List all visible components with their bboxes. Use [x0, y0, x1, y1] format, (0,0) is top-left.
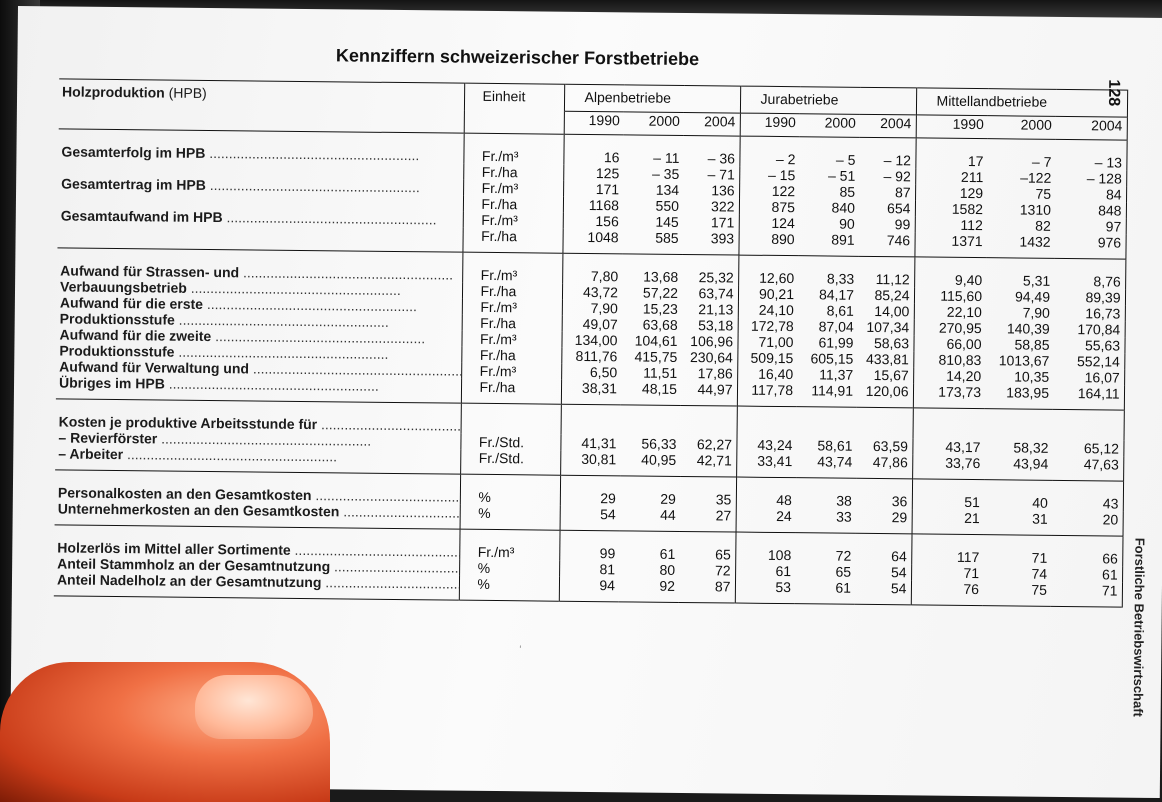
value-cell: 7,80 [562, 253, 622, 284]
row-unit [461, 403, 561, 435]
value-cell: 43,24 [736, 437, 796, 454]
value-cell: 16,40 [737, 366, 797, 383]
row-label: Verbauungsbetrieb ..... [57, 278, 462, 298]
value-cell: 1582 [915, 200, 987, 217]
value-cell: 810,83 [913, 351, 985, 368]
value-cell: 48,15 [641, 380, 678, 397]
value-cell: 14,00 [874, 302, 910, 320]
value-cell: 90,21 [738, 286, 798, 303]
value-cell: 61 [835, 579, 852, 596]
value-cell: 8,33 [826, 270, 855, 287]
value-cell: 44 [660, 506, 676, 523]
row-unit: Fr./m³ [461, 331, 561, 348]
row-label: Produktionsstufe ..... [57, 310, 462, 330]
row-unit: Fr./ha [462, 228, 562, 254]
row-unit: % [460, 505, 560, 531]
value-cell: 71 [911, 564, 983, 581]
value-cell: 38,31 [561, 380, 621, 405]
value-cell: 270,95 [914, 319, 986, 336]
value-cell: 11,37 [819, 366, 854, 383]
value-cell: 104,61 [634, 332, 678, 349]
row-unit: % [459, 560, 559, 577]
row-label: – Arbeiter ..... [55, 445, 460, 474]
value-cell: –122 [1020, 169, 1052, 186]
value-cell: 21 [912, 509, 984, 534]
value-cell: 84 [1055, 186, 1126, 203]
value-cell: 107,34 [866, 318, 910, 336]
row-unit: Fr./ha [463, 196, 563, 213]
row-label: Aufwand für die erste ..... [57, 294, 462, 314]
row-unit: Fr./ha [461, 347, 561, 364]
value-cell: 9,40 [914, 257, 986, 288]
value-cell: 65 [835, 563, 852, 580]
value-cell: 71,00 [737, 334, 797, 351]
value-cell: 125 [563, 165, 623, 182]
value-cell: 1371 [914, 232, 986, 257]
value-cell: 976 [1054, 234, 1125, 259]
value-cell: 1168 [563, 197, 623, 214]
value-cell: 99 [559, 530, 619, 561]
value-cell: 550 [655, 197, 680, 214]
value-cell: 43,94 [1013, 455, 1049, 472]
value-cell: 72 [714, 562, 731, 579]
value-cell: 74 [1031, 565, 1048, 582]
value-cell: 156 [563, 213, 623, 230]
value-cell: 61,99 [818, 334, 854, 351]
value-cell: – 71 [707, 166, 735, 183]
value-cell: 25,32 [698, 269, 734, 286]
value-cell: – 92 [883, 168, 911, 185]
row-label: Unternehmerkosten an den Gesamtkosten ..... [55, 500, 460, 529]
value-cell: 183,95 [1006, 384, 1050, 401]
value-cell: 170,84 [1054, 321, 1125, 338]
value-cell: 64 [891, 548, 907, 565]
row-label: – Revierförster ..... [55, 429, 460, 449]
value-cell: 1048 [562, 229, 622, 254]
value-cell: 552,14 [1053, 353, 1124, 370]
value-cell: 129 [915, 184, 987, 201]
value-cell: 890 [738, 231, 798, 256]
value-cell: 1310 [1019, 201, 1052, 218]
value-cell: 44,97 [697, 381, 733, 398]
value-cell: 51 [912, 479, 984, 510]
value-cell: 7,90 [562, 300, 622, 317]
value-cell: 65,12 [1052, 440, 1123, 457]
row-label: Aufwand für Strassen- und ..... [57, 248, 462, 283]
value-cell: 63,59 [872, 437, 909, 455]
value-cell: 140,39 [1006, 320, 1050, 337]
value-cell: 13,68 [643, 268, 679, 285]
value-cell: 58,61 [817, 437, 853, 454]
value-cell: – 2 [739, 136, 799, 167]
row-label: Aufwand für die zweite ..... [56, 326, 461, 346]
value-cell: 82 [1035, 217, 1051, 234]
row-label: Gesamterfolg im HPB ..... [58, 129, 463, 164]
value-cell: 76 [911, 580, 983, 605]
value-cell: 120,06 [865, 382, 909, 400]
value-cell: 322 [711, 198, 735, 215]
value-cell: 1432 [1019, 233, 1051, 250]
value-cell: 81 [559, 561, 619, 578]
row-unit: Fr./Std. [460, 450, 560, 476]
value-cell: 8,76 [1054, 258, 1125, 289]
row-label: Gesamtaufwand im HPB ..... [58, 207, 463, 227]
value-cell: 114,91 [811, 382, 854, 399]
value-cell: – 13 [1055, 139, 1126, 170]
value-cell [985, 409, 1053, 440]
value-cell: 840 [831, 199, 856, 216]
value-cell: 47,86 [872, 453, 908, 471]
value-cell: 31 [1032, 510, 1048, 527]
value-cell: 12,60 [738, 255, 798, 286]
value-cell [797, 407, 857, 438]
row-label: Holzerlös im Mittel aller Sortimente ..... [54, 525, 459, 560]
value-cell: 16,73 [1054, 305, 1125, 322]
value-cell: 393 [710, 230, 735, 247]
value-cell: 65 [715, 546, 731, 563]
value-cell: – 51 [827, 167, 856, 184]
value-cell [561, 404, 621, 435]
row-unit: Fr./ha [461, 379, 561, 405]
value-cell: 122 [739, 183, 799, 200]
value-cell: 57,22 [642, 284, 679, 301]
row-label: Personalkosten an den Gesamtkosten ..... [55, 470, 460, 505]
row-unit: Fr./m³ [459, 529, 559, 561]
value-cell: – 15 [739, 167, 799, 184]
value-cell: 875 [739, 199, 799, 216]
group-header-jura: Jurabetriebe [740, 86, 916, 115]
value-cell: 85 [839, 183, 856, 200]
value-cell: 117 [911, 534, 983, 565]
value-cell: 61 [735, 563, 795, 580]
value-cell: 171 [710, 214, 735, 231]
value-cell: 94 [559, 577, 619, 602]
value-cell: 85,24 [874, 286, 910, 304]
value-cell: 33 [836, 508, 852, 525]
value-cell: 1013,67 [998, 352, 1050, 369]
value-cell: 11,51 [643, 364, 678, 381]
page-mark: ‘ [519, 644, 522, 656]
value-cell: 30,81 [560, 451, 620, 476]
value-cell: 134,00 [561, 332, 621, 349]
year-header: 1990 [916, 115, 988, 139]
value-cell: 811,76 [561, 348, 621, 365]
unit-column-header: Einheit [464, 83, 565, 134]
row-unit: Fr./m³ [461, 363, 561, 380]
row-unit: Fr./m³ [462, 299, 562, 316]
value-cell: 63,68 [642, 316, 678, 333]
value-cell: 66,00 [913, 335, 985, 352]
value-cell: 72 [835, 547, 852, 564]
value-cell: 164,11 [1053, 385, 1124, 410]
value-cell: 117,78 [737, 382, 797, 407]
value-cell: 84,17 [818, 286, 855, 303]
row-unit: Fr./Std. [460, 434, 560, 451]
value-cell: 106,96 [690, 333, 734, 350]
value-cell: 63,74 [698, 285, 734, 302]
value-cell: – 5 [835, 151, 856, 168]
group-header-alpen: Alpenbetriebe [564, 84, 740, 113]
value-cell: 36 [891, 493, 908, 510]
data-table [54, 78, 1128, 607]
value-cell: 415,75 [634, 348, 678, 365]
row-label: Anteil Stammholz an der Gesamtnutzung ..... [54, 555, 459, 575]
value-cell: 112 [915, 216, 987, 233]
year-header: 1990 [740, 113, 800, 137]
row-label: Übriges im HPB ..... [56, 374, 461, 403]
value-cell: 15,23 [642, 300, 678, 317]
row-unit: Fr./ha [462, 315, 562, 332]
value-cell: 97 [1055, 218, 1126, 235]
value-cell: 20 [1052, 511, 1123, 536]
row-unit: Fr./ha [463, 164, 563, 181]
value-cell: 35 [715, 491, 732, 508]
value-cell [913, 408, 985, 439]
value-cell: 90 [839, 215, 855, 232]
row-unit: % [459, 576, 559, 602]
row-label: Aufwand für Verwaltung und ..... [56, 358, 461, 378]
value-cell: 605,15 [810, 350, 854, 367]
value-cell: 172,78 [738, 318, 798, 335]
value-cell [681, 405, 737, 436]
value-cell: – 128 [1055, 170, 1126, 187]
value-cell: 173,73 [913, 383, 985, 408]
year-header: 2000 [648, 112, 680, 129]
value-cell: 16 [563, 134, 623, 165]
value-cell: 38 [836, 492, 852, 509]
value-cell: 14,20 [913, 367, 985, 384]
row-label: Produktionsstufe ..... [56, 342, 461, 362]
value-cell: 54 [890, 580, 907, 597]
value-cell: – 11 [653, 149, 680, 166]
row-unit: Fr./m³ [463, 180, 563, 197]
value-cell: 58,32 [1013, 439, 1049, 456]
value-cell: – 35 [651, 165, 680, 182]
value-cell: 509,15 [737, 350, 797, 367]
row-label: Anteil Nadelholz an der Gesamtnutzung ..... [54, 571, 459, 600]
value-cell: 29 [560, 475, 620, 506]
value-cell: 29 [660, 490, 676, 507]
year-header: 2004 [880, 115, 912, 132]
value-cell: 11,12 [875, 270, 910, 288]
value-cell: 27 [715, 507, 732, 524]
value-cell: 29 [891, 509, 908, 526]
value-cell: 53 [735, 579, 795, 604]
value-cell: 24 [736, 508, 796, 533]
row-unit: Fr./m³ [463, 133, 563, 165]
value-cell: 48 [736, 477, 796, 508]
value-cell: 33,76 [912, 454, 984, 479]
value-cell: 115,60 [914, 287, 986, 304]
value-cell: 47,63 [1052, 456, 1123, 481]
value-cell: 654 [887, 200, 911, 217]
value-cell: 21,13 [698, 301, 734, 318]
value-cell: 171 [563, 181, 623, 198]
value-cell: 94,49 [1014, 288, 1051, 305]
page-number: 128 [1105, 79, 1123, 107]
thumbnail [195, 675, 313, 739]
row-label: Gesamtertrag im HPB ..... [58, 175, 463, 195]
year-header: 2000 [1020, 116, 1052, 133]
value-cell: 87,04 [818, 318, 854, 335]
year-header: 2004 [1056, 116, 1127, 140]
value-cell: 71 [1031, 549, 1048, 566]
value-cell: 17 [915, 138, 987, 169]
value-cell: 433,81 [865, 350, 909, 368]
row-label: Kosten je produktive Arbeitsstunde für ..... [56, 399, 461, 434]
value-cell [621, 405, 681, 436]
value-cell: 7,90 [1022, 304, 1050, 321]
value-cell: 89,39 [1054, 289, 1125, 306]
value-cell [737, 406, 797, 437]
value-cell: 43,72 [562, 284, 622, 301]
value-cell: 80 [659, 561, 676, 578]
value-cell: 211 [915, 168, 987, 185]
value-cell: 8,61 [826, 302, 854, 319]
value-cell: 58,85 [1014, 336, 1050, 353]
value-cell: 40,95 [641, 451, 677, 468]
value-cell [1053, 409, 1124, 440]
value-cell: 61 [1051, 566, 1122, 583]
value-cell: 42,71 [696, 452, 732, 469]
value-cell: 61 [659, 545, 676, 562]
value-cell: 6,50 [561, 364, 621, 381]
value-cell: 24,10 [738, 302, 798, 319]
value-cell: 43,74 [817, 453, 853, 470]
value-cell: 55,63 [1053, 337, 1124, 354]
value-cell: 134 [655, 181, 680, 198]
row-unit: Fr./m³ [463, 212, 563, 229]
year-header: 1990 [564, 111, 624, 135]
value-cell: 66 [1051, 535, 1122, 566]
section-suffix: (HPB) [164, 84, 207, 101]
value-cell: 62,27 [696, 436, 733, 453]
value-cell: 108 [735, 532, 795, 563]
value-cell: 145 [655, 213, 679, 230]
value-cell: – 7 [1031, 153, 1052, 170]
section-name: Holzproduktion [62, 83, 165, 101]
value-cell: 87 [894, 184, 911, 201]
table-header-section [59, 79, 465, 133]
value-cell: 848 [1055, 202, 1126, 219]
value-cell: 17,86 [697, 365, 733, 382]
row-unit: Fr./ha [462, 283, 562, 300]
value-cell: 230,64 [689, 349, 733, 366]
group-header-mittelland: Mittellandbetriebe [916, 88, 1127, 117]
side-running-title: Forstliche Betriebswirtschaft [1130, 537, 1148, 718]
value-cell: 43 [1052, 480, 1123, 511]
value-cell: 49,07 [562, 316, 622, 333]
value-cell: 5,31 [1022, 272, 1051, 289]
value-cell: 746 [886, 232, 911, 249]
value-cell: 87 [714, 578, 731, 595]
value-cell: 54 [890, 564, 907, 581]
row-unit: % [460, 474, 560, 506]
year-header: 2000 [824, 114, 856, 131]
value-cell: 10,35 [1014, 368, 1050, 385]
value-cell: 136 [711, 182, 735, 199]
value-cell: 15,67 [873, 366, 909, 384]
value-cell: 75 [1031, 581, 1048, 598]
value-cell: 33,41 [736, 453, 796, 478]
value-cell: 585 [655, 229, 679, 246]
value-cell: – 36 [707, 150, 736, 167]
value-cell: 58,63 [873, 334, 910, 352]
value-cell: 40 [1032, 494, 1048, 511]
year-header: 2004 [704, 113, 736, 130]
value-cell: 124 [739, 215, 799, 232]
row-unit: Fr./m³ [462, 252, 562, 284]
value-cell: 56,33 [641, 435, 677, 452]
value-cell [857, 407, 913, 438]
value-cell: – 12 [883, 152, 912, 169]
value-cell: 16,07 [1053, 369, 1124, 386]
value-cell: 92 [659, 577, 676, 594]
value-cell: 41,31 [560, 435, 620, 452]
value-cell: 71 [1051, 582, 1122, 607]
value-cell: 891 [831, 231, 855, 248]
page-title: Kennziffern schweizerischer Forstbetriebe [335, 45, 700, 70]
value-cell: 99 [894, 216, 911, 233]
value-cell: 54 [560, 506, 620, 531]
value-cell: 75 [1035, 185, 1052, 202]
value-cell: 22,10 [914, 303, 986, 320]
value-cell: 43,17 [912, 438, 984, 455]
value-cell: 53,18 [698, 317, 734, 334]
